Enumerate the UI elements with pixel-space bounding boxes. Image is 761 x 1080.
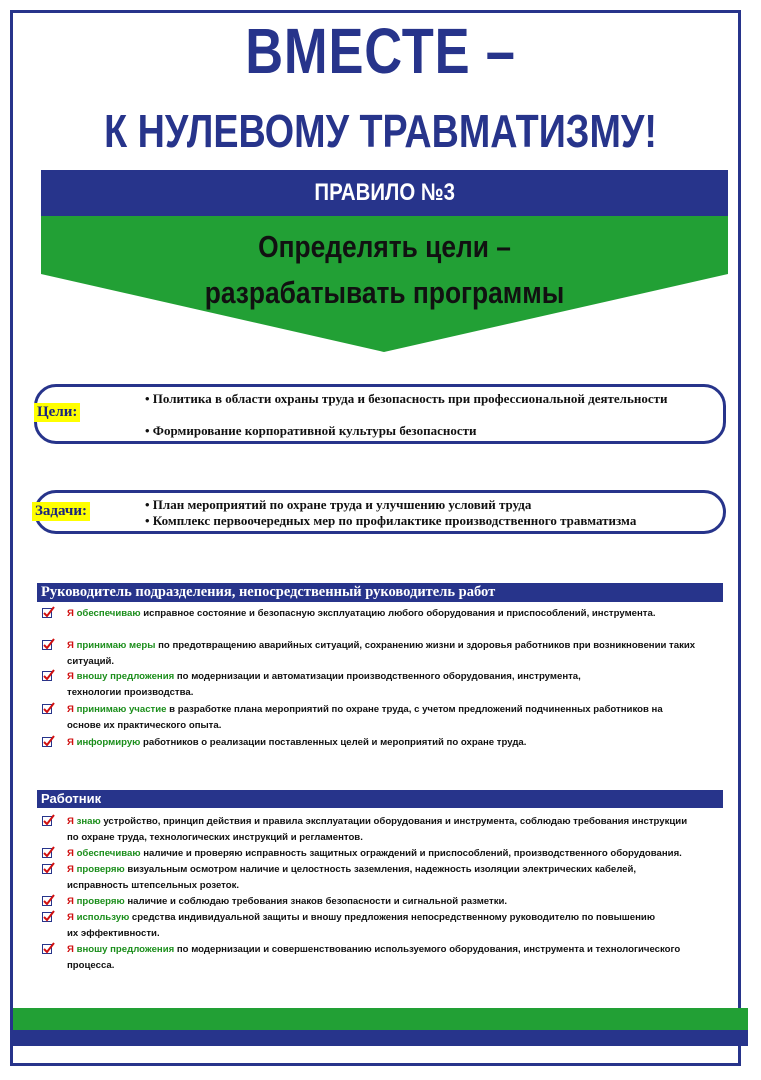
- rule-text: [41, 224, 728, 316]
- item-pronoun: Я: [67, 608, 77, 619]
- item-pronoun: Я: [67, 671, 77, 682]
- checkbox-checked-icon: [42, 671, 52, 681]
- checkbox-checked-icon: [42, 608, 52, 618]
- item-pronoun: Я: [67, 864, 77, 875]
- checkbox-checked-icon: [42, 737, 52, 747]
- manager-section-heading: Руководитель подразделения, непосредственный руководитель работ: [37, 583, 723, 602]
- item-text: средства индивидуальной защиты и вношу предложения непосредственному руководителю по повышению: [129, 912, 656, 923]
- goals-item: • Формирование корпоративной культуры безопасности: [145, 423, 477, 438]
- tasks-item: • Комплекс первоочередных мер по профилактике производственного травматизма: [145, 513, 637, 528]
- item-text: устройство, принцип действия и правила эксплуатации оборудования и инструмента, соблюдаю требования инструкции: [100, 816, 688, 827]
- item-pronoun: Я: [67, 848, 77, 859]
- checkbox-checked-icon: [42, 704, 52, 714]
- checkbox-checked-icon: [42, 848, 52, 858]
- item-verb: информирую: [76, 737, 141, 748]
- goals-label: Цели:: [34, 403, 80, 422]
- checkbox-checked-icon: [42, 944, 52, 954]
- item-text-continuation: по охране труда, технологических инструкций и регламентов.: [67, 832, 363, 843]
- item-pronoun: Я: [67, 816, 77, 827]
- item-text-continuation: их эффективности.: [67, 928, 160, 939]
- item-text-continuation: технологии производства.: [67, 687, 194, 698]
- item-text: исправное состояние и безопасную эксплуатацию любого оборудования и приспособлений, инструмента.: [140, 608, 656, 619]
- item-text: работников о реализации поставленных целей и мероприятий по охране труда.: [140, 737, 527, 748]
- item-text: наличие и соблюдаю требования знаков безопасности и сигнальной разметки.: [124, 896, 508, 907]
- item-pronoun: Я: [67, 912, 77, 923]
- item-text: визуальным осмотром наличие и целостность заземления, надежность изоляции электрических кабелей,: [124, 864, 637, 875]
- item-text-continuation: ситуаций.: [67, 656, 115, 667]
- item-verb: использую: [76, 912, 130, 923]
- item-verb: обеспечиваю: [76, 608, 141, 619]
- item-verb: принимаю участие: [76, 704, 167, 715]
- item-text: по предотвращению аварийных ситуаций, сохранению жизни и здоровья работников при возникновении таких: [155, 640, 696, 651]
- poster-title-line2: К НУЛЕВОМУ ТРАВМАТИЗМУ!: [104, 105, 657, 157]
- item-verb: обеспечиваю: [76, 848, 141, 859]
- item-verb: принимаю меры: [76, 640, 156, 651]
- item-verb: проверяю: [76, 896, 125, 907]
- worker-section-heading: Работник: [37, 790, 723, 808]
- rule-text-line2: разрабатывать программы: [204, 275, 565, 310]
- checkbox-checked-icon: [42, 640, 52, 650]
- poster-title-line1: ВМЕСТЕ –: [245, 15, 516, 87]
- item-pronoun: Я: [67, 944, 77, 955]
- checkbox-checked-icon: [42, 864, 52, 874]
- tasks-label: Задачи:: [32, 502, 90, 521]
- item-pronoun: Я: [67, 704, 77, 715]
- item-text-continuation: процесса.: [67, 960, 115, 971]
- checkbox-checked-icon: [42, 912, 52, 922]
- rule-number-bar: [41, 170, 728, 216]
- item-verb: вношу предложения: [76, 944, 175, 955]
- item-text-continuation: основе их практического опыта.: [67, 720, 222, 731]
- rule-number-label: ПРАВИЛО №3: [314, 179, 455, 206]
- item-pronoun: Я: [67, 896, 77, 907]
- item-pronoun: Я: [67, 640, 77, 651]
- item-pronoun: Я: [67, 737, 77, 748]
- footer-blue-stripe: [13, 1030, 748, 1046]
- rule-text-line1: Определять цели –: [258, 229, 511, 264]
- footer-green-stripe: [13, 1008, 748, 1030]
- item-text-continuation: исправность штепсельных розеток.: [67, 880, 240, 891]
- checkbox-checked-icon: [42, 816, 52, 826]
- item-text: по модернизации и совершенствованию используемого оборудования, инструмента и технологического: [174, 944, 681, 955]
- item-verb: знаю: [76, 816, 101, 827]
- item-verb: вношу предложения: [76, 671, 175, 682]
- item-text: наличие и проверяю исправность защитных ограждений и приспособлений, производственного оборудования.: [140, 848, 682, 859]
- checkbox-checked-icon: [42, 896, 52, 906]
- item-text: в разработке плана мероприятий по охране труда, с учетом предложений подчиненных работников на: [166, 704, 663, 715]
- item-text: по модернизации и автоматизации производственного оборудования, инструмента,: [174, 671, 581, 682]
- item-verb: проверяю: [76, 864, 125, 875]
- goals-item: • Политика в области охраны труда и безопасность при профессиональной деятельности: [145, 391, 668, 406]
- tasks-item: • План мероприятий по охране труда и улучшению условий труда: [145, 497, 532, 512]
